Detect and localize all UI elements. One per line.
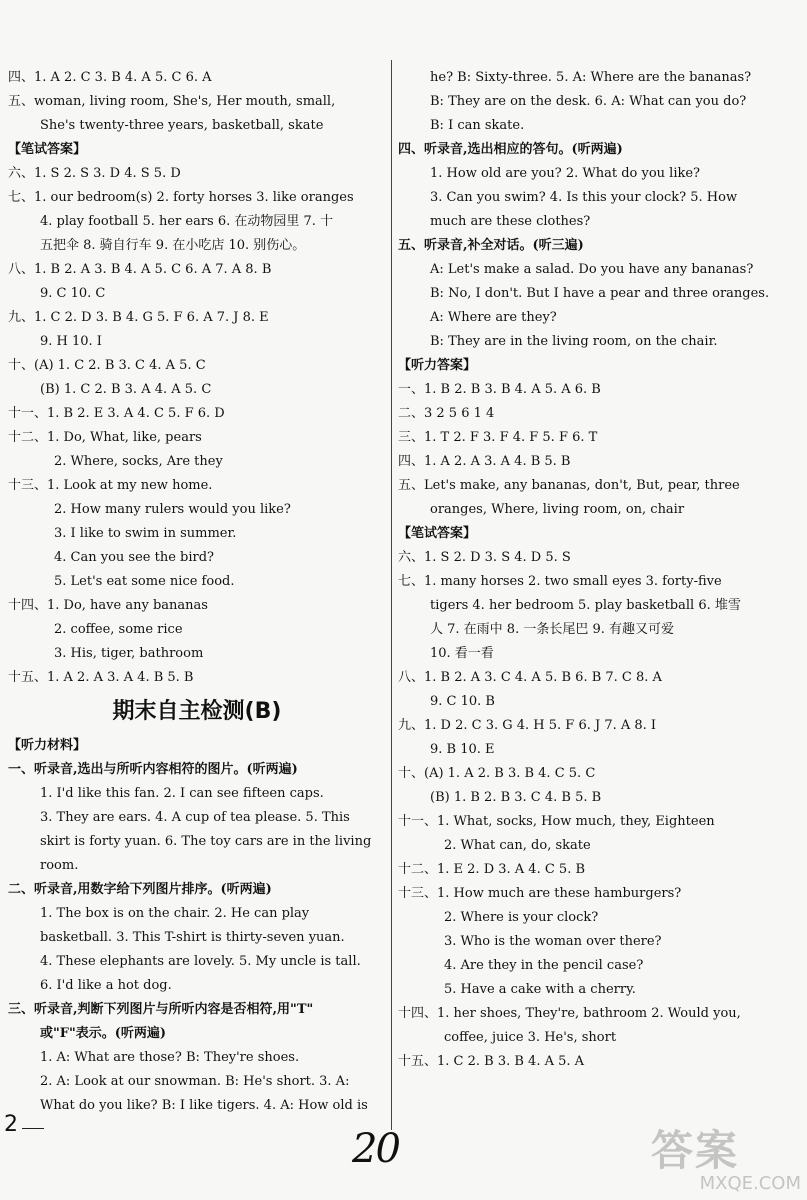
answer-line: 十一、1. B 2. E 3. A 4. C 5. F 6. D: [8, 406, 225, 421]
answer-line: 2. What can, do, skate: [444, 838, 591, 853]
answer-line: 9. C 10. B: [430, 694, 495, 709]
answer-line: 十四、1. Do, have any bananas: [8, 598, 208, 613]
section-heading: 【笔试答案】: [8, 142, 87, 157]
answer-line: 9. H 10. I: [40, 334, 102, 349]
answer-line: skirt is forty yuan. 6. The toy cars are in the living: [40, 834, 372, 849]
answer-line: 2. How many rulers would you like?: [54, 502, 291, 517]
answer-line: 2. Where, socks, Are they: [54, 454, 223, 469]
answer-line: B: I can skate.: [430, 118, 525, 133]
answer-line: 八、1. B 2. A 3. C 4. A 5. B 6. B 7. C 8. A: [398, 670, 662, 685]
answer-line: (B) 1. B 2. B 3. C 4. B 5. B: [430, 790, 602, 805]
answer-line: he? B: Sixty-three. 5. A: Where are the bananas?: [430, 70, 752, 85]
answer-line: 十四、1. her shoes, They're, bathroom 2. Would you,: [398, 1006, 741, 1021]
section-heading: 【听力材料】: [8, 738, 87, 753]
answer-line: 一、1. B 2. B 3. B 4. A 5. A 6. B: [398, 382, 601, 397]
answer-line: 七、1. many horses 2. two small eyes 3. forty-five: [398, 574, 722, 589]
answer-line: 五把伞 8. 骑自行车 9. 在小吃店 10. 别伤心。: [40, 238, 306, 253]
answer-line: 9. B 10. E: [430, 742, 495, 757]
answer-line: (B) 1. C 2. B 3. A 4. A 5. C: [40, 382, 212, 397]
answer-line: 五、woman, living room, She's, Her mouth, small,: [8, 94, 336, 109]
answer-line: 1. How old are you? 2. What do you like?: [430, 166, 701, 181]
answer-line: 五、Let's make, any bananas, don't, But, pear, three: [398, 478, 740, 493]
answer-line: 3. Can you swim? 4. Is this your clock? 5. How: [430, 190, 738, 205]
answer-line: 十五、1. A 2. A 3. A 4. B 5. B: [8, 670, 194, 685]
answer-line: 二、3 2 5 6 1 4: [398, 406, 495, 421]
answer-line: coffee, juice 3. He's, short: [444, 1030, 617, 1045]
answer-line: 人 7. 在雨中 8. 一条长尾巴 9. 有趣又可爱: [430, 622, 675, 637]
section-heading: 【听力答案】: [398, 358, 477, 373]
dialogue-line: B: No, I don't. But I have a pear and three oranges.: [430, 286, 770, 301]
answer-line: room.: [40, 858, 79, 873]
answer-line: tigers 4. her bedroom 5. play basketball 6. 堆雪: [430, 598, 741, 613]
answer-line: 十二、1. Do, What, like, pears: [8, 430, 202, 445]
question-heading: 五、听录音,补全对话。(听三遍): [398, 238, 584, 253]
answer-line: 四、1. A 2. A 3. A 4. B 5. B: [398, 454, 571, 469]
answer-line: 三、1. T 2. F 3. F 4. F 5. F 6. T: [398, 430, 598, 445]
answer-line: 十一、1. What, socks, How much, they, Eighteen: [398, 814, 715, 829]
answer-line: 2. Where is your clock?: [444, 910, 599, 925]
answer-line: What do you like? B: I like tigers. 4. A: How old is: [40, 1098, 368, 1113]
answer-line: 十、(A) 1. A 2. B 3. B 4. C 5. C: [398, 766, 596, 781]
answer-line: 十三、1. Look at my new home.: [8, 478, 213, 493]
answer-line: 9. C 10. C: [40, 286, 106, 301]
dialogue-line: A: Let's make a salad. Do you have any bananas?: [430, 262, 754, 277]
answer-line: 5. Let's eat some nice food.: [54, 574, 235, 589]
page-number-rule: [22, 1128, 44, 1129]
answer-line: 1. The box is on the chair. 2. He can play: [40, 906, 310, 921]
answer-line: 10. 看一看: [430, 646, 494, 661]
question-heading: 一、听录音,选出与所听内容相符的图片。(听两遍): [8, 762, 298, 777]
question-heading: 二、听录音,用数字给下列图片排序。(听两遍): [8, 882, 272, 897]
answer-line: 八、1. B 2. A 3. B 4. A 5. C 6. A 7. A 8. B: [8, 262, 272, 277]
handwritten-page-mark: 20: [352, 1126, 399, 1172]
answer-line: 十三、1. How much are these hamburgers?: [398, 886, 682, 901]
right-column: [398, 66, 798, 1074]
answer-line: 4. Are they in the pencil case?: [444, 958, 644, 973]
answer-line: 1. I'd like this fan. 2. I can see fifteen caps.: [40, 786, 324, 801]
answer-line: 2. A: Look at our snowman. B: He's short. 3. A:: [40, 1074, 350, 1089]
answer-line: 十五、1. C 2. B 3. B 4. A 5. A: [398, 1054, 585, 1069]
answer-line: 6. I'd like a hot dog.: [40, 978, 172, 993]
column-divider: [391, 60, 392, 1130]
page-number: 2: [4, 1112, 18, 1137]
answer-line: 四、1. A 2. C 3. B 4. A 5. C 6. A: [8, 70, 212, 85]
answer-line: 3. Who is the woman over there?: [444, 934, 662, 949]
site-watermark: 答案 MXQE.COM: [651, 1126, 801, 1194]
left-column: [8, 66, 386, 1118]
answer-line: 2. coffee, some rice: [54, 622, 183, 637]
question-heading: 或"F"表示。(听两遍): [40, 1026, 167, 1041]
section-heading: 【笔试答案】: [398, 526, 477, 541]
answer-line: 4. play football 5. her ears 6. 在动物园里 7. 十: [40, 214, 334, 229]
answer-line: basketball. 3. This T-shirt is thirty-seven yuan.: [40, 930, 345, 945]
exam-title: 期末自主检测(B): [112, 699, 282, 724]
answer-line: 3. I like to swim in summer.: [54, 526, 237, 541]
answer-line: 六、1. S 2. D 3. S 4. D 5. S: [398, 550, 571, 565]
answer-line: 九、1. C 2. D 3. B 4. G 5. F 6. A 7. J 8. E: [8, 310, 269, 325]
answer-line: 七、1. our bedroom(s) 2. forty horses 3. like oranges: [8, 190, 354, 205]
dialogue-line: B: They are in the living room, on the chair.: [430, 334, 718, 349]
answer-line: much are these clothes?: [430, 214, 591, 229]
answer-line: 4. Can you see the bird?: [54, 550, 215, 565]
answer-line: 3. His, tiger, bathroom: [54, 646, 204, 661]
answer-line: 十、(A) 1. C 2. B 3. C 4. A 5. C: [8, 358, 206, 373]
answer-line: 4. These elephants are lovely. 5. My uncle is tall.: [40, 954, 361, 969]
answer-line: 六、1. S 2. S 3. D 4. S 5. D: [8, 166, 181, 181]
answer-line: 5. Have a cake with a cherry.: [444, 982, 636, 997]
answer-line: 1. A: What are those? B: They're shoes.: [40, 1050, 300, 1065]
answer-line: oranges, Where, living room, on, chair: [430, 502, 685, 517]
question-heading: 四、听录音,选出相应的答句。(听两遍): [398, 142, 623, 157]
answer-line: 3. They are ears. 4. A cup of tea please. 5. This: [40, 810, 350, 825]
answer-line: She's twenty-three years, basketball, skate: [40, 118, 324, 133]
answer-line: B: They are on the desk. 6. A: What can you do?: [430, 94, 747, 109]
answer-line: 九、1. D 2. C 3. G 4. H 5. F 6. J 7. A 8. I: [398, 718, 657, 733]
answer-line: 十二、1. E 2. D 3. A 4. C 5. B: [398, 862, 586, 877]
question-heading: 三、听录音,判断下列图片与所听内容是否相符,用"T": [8, 1002, 314, 1017]
dialogue-line: A: Where are they?: [430, 310, 557, 325]
